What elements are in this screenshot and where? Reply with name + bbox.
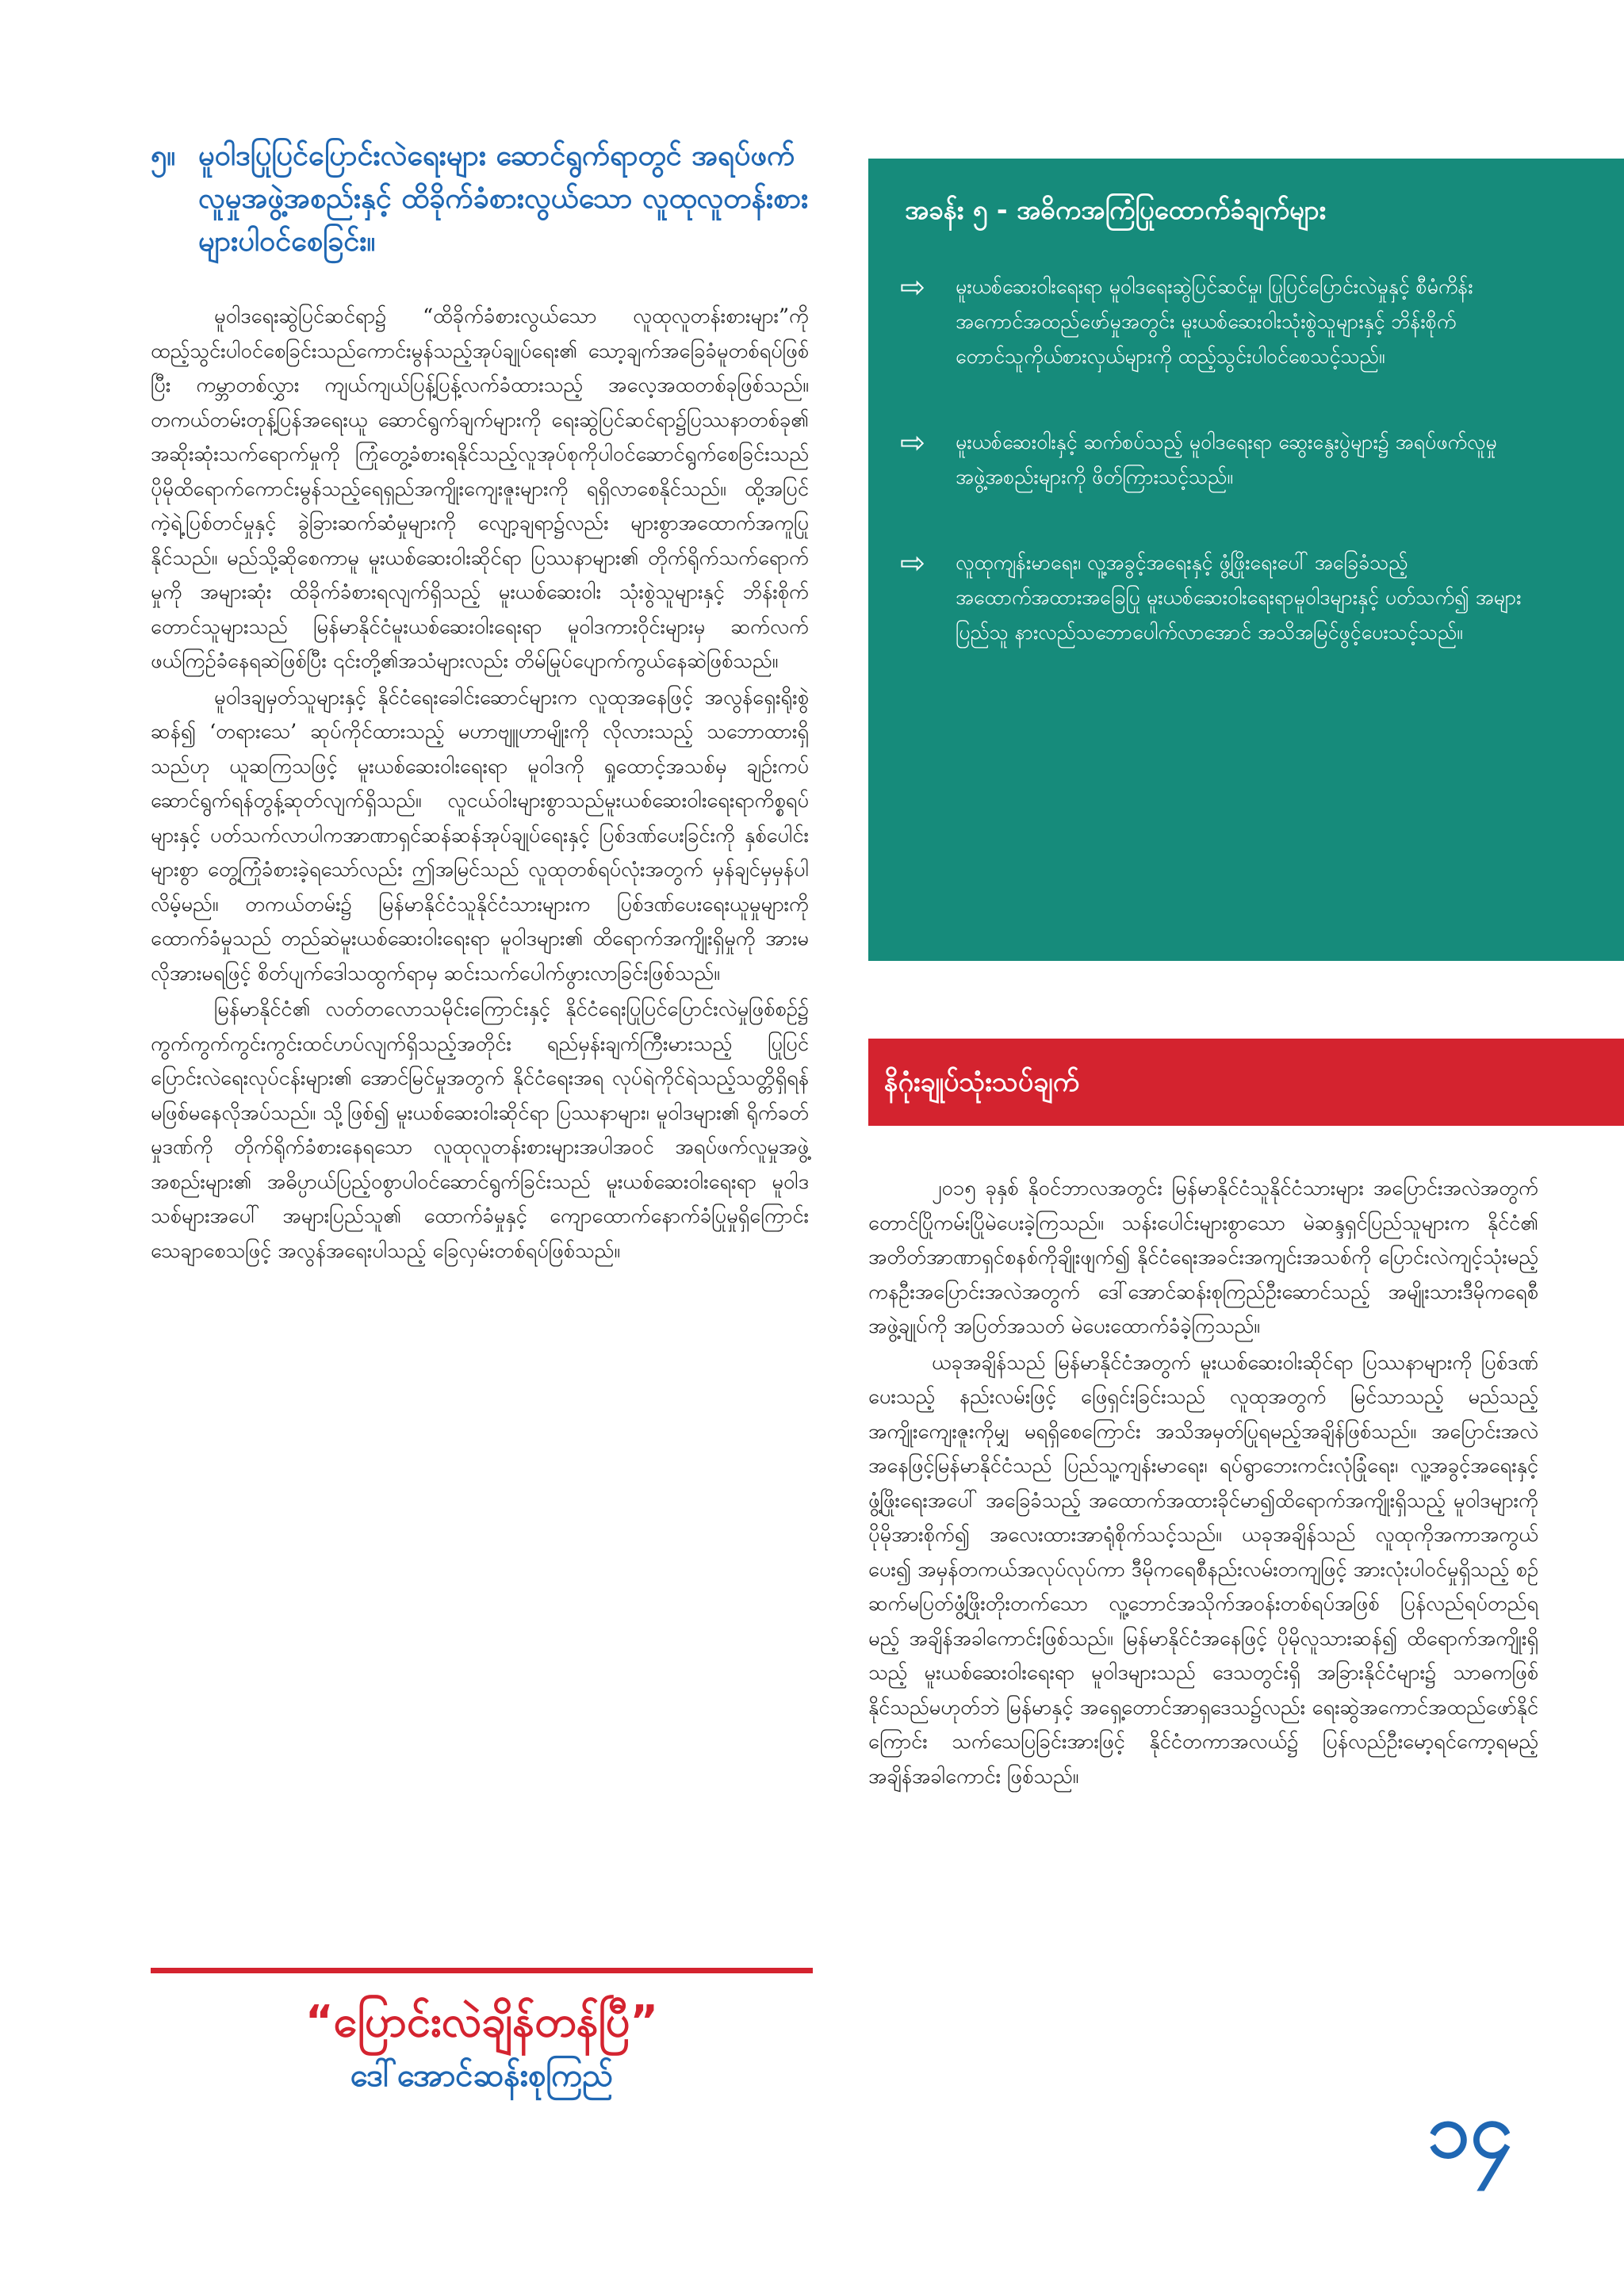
recommendations-box	[868, 159, 1624, 961]
body-paragraph: မူဝါဒချမှတ်သူများနှင့် နိုင်ငံရေးခေါင်းဆောင်များက လူထုအနေဖြင့် အလွန်ရှေးရိုးစွဲဆန်၍ ‘တရားသေ’ ဆုပ်ကိုင်ထားသည့် မဟာဗျူဟာမျိုးကို လိုလားသည့် သဘောထားရှိသည်ဟု ယူဆကြသဖြင့် မူးယစ်ဆေးဝါးရေးရာ မူဝါဒကို ရှုထောင့်အသစ်မှ ချဉ်းကပ်ဆောင်ရွက်ရန်တွန့်ဆုတ်လျက်ရှိသည်။ လူငယ်ဝါးများစွာသည်မူးယစ်ဆေးဝါးရေးရာကိစ္စရပ်များနှင့် ပတ်သက်လာပါကအာဏာရှင်ဆန်ဆန်အုပ်ချုပ်ရေးနှင့် ပြစ်ဒဏ်ပေးခြင်းကို နှစ်ပေါင်းများစွာ တွေ့ကြုံခံစားခဲ့ရသော်လည်း ဤအမြင်သည် လူထုတစ်ရပ်လုံးအတွက် မှန်ချင်မှမှန်ပါလိမ့်မည်။ တကယ်တမ်း၌ မြန်မာနိုင်ငံသူနိုင်ငံသားများက ပြစ်ဒဏ်ပေးရေးယူမှုများကို ထောက်ခံမှုသည် တည်ဆဲမူးယစ်ဆေးဝါးရေးရာ မူဝါဒများ၏ ထိရောက်အကျိုးရှိမှုကို အားမလိုအားမရဖြင့် စိတ်ပျက်ဒေါသထွက်ရာမှ ဆင်းသက်ပေါက်ဖွားလာခြင်းဖြစ်သည်။	[151, 685, 809, 985]
section-heading	[151, 135, 809, 263]
section-title: မူဝါဒပြုပြင်ပြောင်းလဲရေးများ ဆောင်ရွက်ရာတွင် အရပ်ဖက်လူမှုအဖွဲ့အစည်းနှင့် ထိခိုက်ခံစားလွယ်သော လူထုလူတန်းစားများပါဝင်စေခြင်း။	[198, 140, 809, 258]
right-column	[868, 159, 1624, 1796]
recommendation-text: လူထုကျန်းမာရေး၊ လူ့အခွင့်အရေးနှင့် ဖွံ့ဖြိုးရေးပေါ် အခြေခံသည့် အထောက်အထားအခြေပြု မူးယစ်ဆေးဝါးရေးရာမူဝါဒများနှင့် ပတ်သက်၍ အများပြည်သူ နားလည်သဘောပေါက်လာအောင် အသိအမြင်ဖွင့်ပေးသင့်သည်။	[956, 551, 1522, 644]
quote-author: ဒေါ်အောင်ဆန်းစုကြည်	[350, 2057, 614, 2094]
body-paragraph: မြန်မာနိုင်ငံ၏ လတ်တလောသမိုင်းကြောင်းနှင့် နိုင်ငံရေးပြုပြင်ပြောင်းလဲမှုဖြစ်စဉ်၌ ကွက်ကွက်ကွင်းကွင်းထင်ဟပ်လျက်ရှိသည့်အတိုင်း ရည်မှန်းချက်ကြီးမားသည့် ပြုပြင်ပြောင်းလဲရေးလုပ်ငန်းများ၏ အောင်မြင်မှုအတွက် နိုင်ငံရေးအရ လုပ်ရဲကိုင်ရဲသည့်သတ္တိရှိရန် မဖြစ်မနေလိုအပ်သည်။ သို့ဖြစ်၍ မူးယစ်ဆေးဝါးဆိုင်ရာ ပြဿနာများ၊ မူဝါဒများ၏ ရိုက်ခတ်မှုဒဏ်ကို တိုက်ရိုက်ခံစားနေရသော လူထုလူတန်းစားများအပါအဝင် အရပ်ဖက်လူမှုအဖွဲ့အစည်းများ၏ အဓိပ္ပာယ်ပြည့်ဝစွာပါဝင်ဆောင်ရွက်ခြင်းသည် မူးယစ်ဆေးဝါးရေးရာ မူဝါဒသစ်များအပေါ် အများပြည်သူ၏ ထောက်ခံမှုနှင့် ကျောထောက်နောက်ခံပြုမှုရှိကြောင်းသေချာစေသဖြင့် အလွန်အရေးပါသည့် ခြေလှမ်းတစ်ရပ်ဖြစ်သည်။	[151, 997, 809, 1263]
arrow-right-icon: ⇨	[900, 270, 925, 304]
page-number: ၁၄	[1427, 2086, 1513, 2175]
recommendation-list	[868, 270, 1624, 650]
right-body	[868, 1172, 1538, 1794]
quote-text: “ပြောင်းလဲချိန်တန်ပြီ”	[305, 1996, 658, 2046]
body-paragraph: ယခုအချိန်သည် မြန်မာနိုင်ငံအတွက် မူးယစ်ဆေးဝါးဆိုင်ရာ ပြဿနာများကို ပြစ်ဒဏ်ပေးသည့် နည်းလမ်းဖြင့် ဖြေရှင်းခြင်းသည် လူထုအတွက် မြင်သာသည့် မည်သည့်အကျိုးကျေးဇူးကိုမျှ မရရှိစေကြောင်း အသိအမှတ်ပြုရမည့်အချိန်ဖြစ်သည်။ အပြောင်းအလဲအနေဖြင့်မြန်မာနိုင်ငံသည် ပြည်သူ့ကျန်းမာရေး၊ ရပ်ရွာဘေးကင်းလုံခြုံရေး၊ လူ့အခွင့်အရေးနှင့် ဖွံ့ဖြိုးရေးအပေါ် အခြေခံသည့် အထောက်အထားခိုင်မာ၍ထိရောက်အကျိုးရှိသည့် မူဝါဒများကို ပိုမိုအားစိုက်၍ အလေးထားအာရုံစိုက်သင့်သည်။ ယခုအချိန်သည် လူထုကိုအကာအကွယ်ပေး၍ အမှန်တကယ်အလုပ်လုပ်ကာ ဒီမိုကရေစီနည်းလမ်းတကျဖြင့် အားလုံးပါဝင်မှုရှိသည့် စဉ်ဆက်မပြတ်ဖွံ့ဖြိုးတိုးတက်သော လူ့ဘောင်အသိုက်အဝန်းတစ်ရပ်အဖြစ် ပြန်လည်ရပ်တည်ရမည့် အချိန်အခါကောင်းဖြစ်သည်။ မြန်မာနိုင်ငံအနေဖြင့် ပိုမိုလူသားဆန်၍ ထိရောက်အကျိုးရှိသည့် မူးယစ်ဆေးဝါးရေးရာ မူဝါဒများသည် ဒေသတွင်းရှိ အခြားနိုင်ငံများ၌ သာဓကဖြစ်နိုင်သည်မဟုတ်ဘဲ မြန်မာနှင့် အရှေ့တောင်အာရှဒေသ၌လည်း ရေးဆွဲအကောင်အထည်ဖော်နိုင်ကြောင်း သက်သေပြခြင်းအားဖြင့် နိုင်ငံတကာအလယ်၌ ပြန်လည်ဦးမော့ရင်ကော့ရမည့် အချိန်အခါကောင်း ဖြစ်သည်။	[868, 1350, 1538, 1789]
arrow-right-icon: ⇨	[900, 425, 925, 460]
conclusion-heading: နိဂုံးချုပ်သုံးသပ်ချက်	[884, 1066, 1079, 1098]
recommendation-item	[900, 425, 1624, 495]
left-column	[151, 135, 809, 1270]
arrow-right-icon: ⇨	[900, 545, 925, 580]
box-heading: အခန်း ၅ - အဓိကအကြံပြုထောက်ခံချက်များ	[905, 194, 1327, 225]
recommendation-text: မူးယစ်ဆေးဝါးနှင့် ဆက်စပ်သည့် မူဝါဒရေးရာ ဆွေးနွေးပွဲများ၌ အရပ်ဖက်လူမှုအဖွဲ့အစည်းများကို ဖိတ်ကြားသင့်သည်။	[956, 430, 1497, 488]
recommendation-item	[900, 545, 1624, 650]
recommendation-item	[900, 270, 1624, 374]
pull-quote	[151, 1990, 813, 2098]
conclusion-heading-bar	[868, 1039, 1624, 1126]
left-body	[151, 300, 809, 1269]
body-paragraph: မူဝါဒရေးဆွဲပြင်ဆင်ရာ၌ “ထိခိုက်ခံစားလွယ်သော လူထုလူတန်းစားများ”ကိုထည့်သွင်းပါဝင်စေခြင်းသည်ကောင်းမွန်သည့်အုပ်ချုပ်ရေး၏ သော့ချက်အခြေခံမူတစ်ရပ်ဖြစ်ပြီး ကမ္ဘာတစ်လွှား ကျယ်ကျယ်ပြန့်ပြန့်လက်ခံထားသည့် အလေ့အထတစ်ခုဖြစ်သည်။ တကယ်တမ်းတုန့်ပြန်အရေးယူ ဆောင်ရွက်ချက်များကို ရေးဆွဲပြင်ဆင်ရာ၌ပြဿနာတစ်ခု၏ အဆိုးဆုံးသက်ရောက်မှုကို ကြုံတွေ့ခံစားရနိုင်သည့်လူအုပ်စုကိုပါဝင်ဆောင်ရွက်စေခြင်းသည်ပိုမိုထိရောက်ကောင်းမွန်သည့်ရေရှည်အကျိုးကျေးဇူးများကို ရရှိလာစေနိုင်သည်။ ထို့အပြင် ကဲ့ရဲ့ပြစ်တင်မှုနှင့် ခွဲခြားဆက်ဆံမှုများကို လျော့ချရာ၌လည်း များစွာအထောက်အကူပြုနိုင်သည်။ မည်သို့ဆိုစေကာမူ မူးယစ်ဆေးဝါးဆိုင်ရာ ပြဿနာများ၏ တိုက်ရိုက်သက်ရောက်မှုကို အများဆုံး ထိခိုက်ခံစားရလျက်ရှိသည့် မူးယစ်ဆေးဝါး သုံးစွဲသူများနှင့် ဘိန်းစိုက်တောင်သူများသည် မြန်မာနိုင်ငံမူးယစ်ဆေးဝါးရေးရာ မူဝါဒကားဝိုင်းများမှ ဆက်လက်ဖယ်ကြဉ်ခံနေရဆဲဖြစ်ပြီး ၎င်းတို့၏အသံများလည်း တိမ်မြုပ်ပျောက်ကွယ်နေဆဲဖြစ်သည်။	[151, 304, 809, 673]
section-number: ၅။	[151, 140, 176, 172]
recommendation-text: မူးယစ်ဆေးဝါးရေးရာ မူဝါဒရေးဆွဲပြင်ဆင်မှု၊ ပြုပြင်ပြောင်းလဲမှုနှင့် စီမံကိန်းအကောင်အထည်ဖော်မှုအတွင်း မူးယစ်ဆေးဝါးသုံးစွဲသူများနှင့် ဘိန်းစိုက်တောင်သူကိုယ်စားလှယ်များကို ထည့်သွင်းပါဝင်စေသင့်သည်။	[956, 275, 1473, 368]
red-divider	[151, 1968, 813, 1973]
body-paragraph: ၂၀၁၅ ခုနှစ် နိုဝင်ဘာလအတွင်း မြန်မာနိုင်ငံသူနိုင်ငံသားများ အပြောင်းအလဲအတွက် တောင်ပြိုကမ်းပြိုမဲပေးခဲ့ကြသည်။ သန်းပေါင်းများစွာသော မဲဆန္ဒရှင်ပြည်သူများက နိုင်ငံ၏ အတိတ်အာဏာရှင်စနစ်ကိုချိုးဖျက်၍ နိုင်ငံရေးအခင်းအကျင်းအသစ်ကို ပြောင်းလဲကျင့်သုံးမည့်ကနဦးအပြောင်းအလဲအတွက် ဒေါ်အောင်ဆန်းစုကြည်ဦးဆောင်သည့် အမျိုးသားဒီမိုကရေစီအဖွဲ့ချုပ်ကို အပြတ်အသတ် မဲပေးထောက်ခံခဲ့ကြသည်။	[868, 1177, 1538, 1338]
